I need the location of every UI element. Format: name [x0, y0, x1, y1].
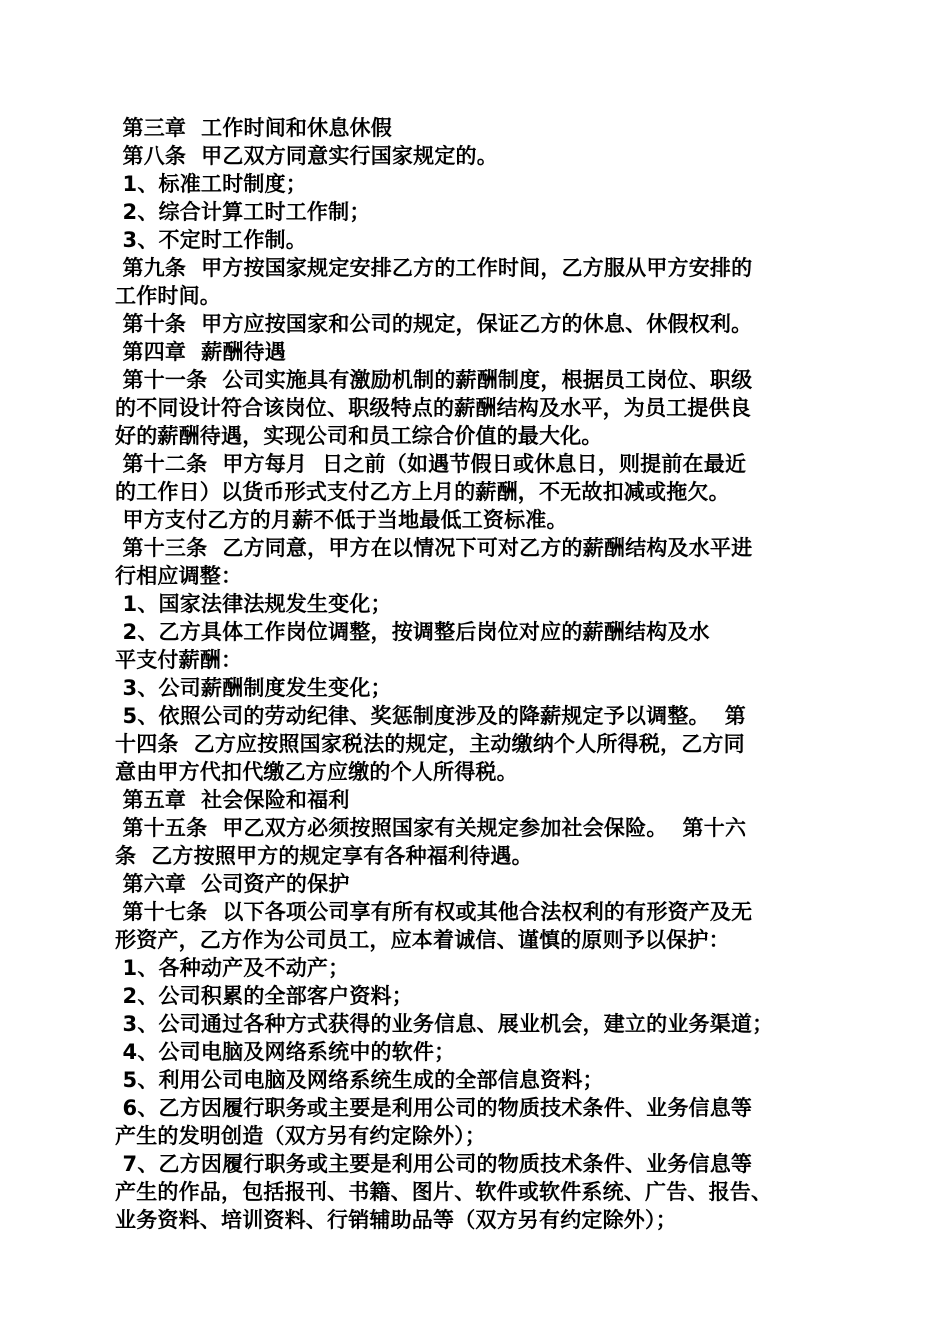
article-13-item-2-line-1: 2、乙方具体工作岗位调整，按调整后岗位对应的薪酬结构及水	[115, 620, 710, 644]
article-9-line-1: 第九条 甲方按国家规定安排乙方的工作时间，乙方服从甲方安排的	[115, 256, 753, 280]
article-17-item-7-line-2: 产生的作品，包括报刊、书籍、图片、软件或软件系统、广告、报告、	[115, 1180, 773, 1204]
article-13-item-5: 5、依照公司的劳动纪律、奖惩制度涉及的降薪规定予以调整。 第	[115, 704, 746, 728]
article-13-line-1: 第十三条 乙方同意，甲方在以情况下可对乙方的薪酬结构及水平进	[115, 536, 753, 560]
article-17-item-2: 2、公司积累的全部客户资料；	[115, 984, 413, 1008]
article-11-line-1: 第十一条 公司实施具有激励机制的薪酬制度，根据员工岗位、职级	[115, 368, 753, 392]
article-8-item-2: 2、综合计算工时工作制；	[115, 200, 371, 224]
article-17-line-1: 第十七条 以下各项公司享有所有权或其他合法权利的有形资产及无	[115, 900, 753, 924]
article-15-16-line-1: 第十五条 甲乙双方必须按照国家有关规定参加社会保险。 第十六	[115, 816, 747, 840]
article-14-line-2: 意由甲方代扣代缴乙方应缴的个人所得税。	[115, 760, 518, 784]
article-12-line-1: 第十二条 甲方每月 日之前（如遇节假日或休息日，则提前在最近	[115, 452, 747, 476]
article-13-item-1: 1、国家法律法规发生变化；	[115, 592, 392, 616]
article-8-item-3: 3、不定时工作制。	[115, 228, 307, 252]
article-17-item-6-line-1: 6、乙方因履行职务或主要是利用公司的物质技术条件、业务信息等	[115, 1096, 753, 1120]
article-17-item-7-line-1: 7、乙方因履行职务或主要是利用公司的物质技术条件、业务信息等	[115, 1152, 753, 1176]
article-17-item-7-line-3: 业务资料、培训资料、行销辅助品等（双方另有约定除外）；	[115, 1208, 677, 1232]
article-16-line-2: 条 乙方按照甲方的规定享有各种福利待遇。	[115, 844, 533, 868]
article-13-item-3: 3、公司薪酬制度发生变化；	[115, 676, 392, 700]
article-8: 第八条 甲乙双方同意实行国家规定的。	[115, 144, 498, 168]
chapter-3-heading: 第三章 工作时间和休息休假	[115, 116, 392, 140]
article-17-item-5: 5、利用公司电脑及网络系统生成的全部信息资料；	[115, 1068, 604, 1092]
chapter-5-heading: 第五章 社会保险和福利	[115, 788, 350, 812]
article-17-item-6-line-2: 产生的发明创造（双方另有约定除外）；	[115, 1124, 487, 1148]
article-9-line-2: 工作时间。	[115, 284, 221, 308]
article-17-item-3: 3、公司通过各种方式获得的业务信息、展业机会，建立的业务渠道；	[115, 1012, 774, 1036]
article-10: 第十条 甲方应按国家和公司的规定，保证乙方的休息、休假权利。	[115, 312, 753, 336]
article-12-line-2: 的工作日）以货币形式支付乙方上月的薪酬，不无故扣减或拖欠。	[115, 480, 730, 504]
article-13-line-2: 行相应调整：	[115, 564, 243, 588]
article-17-item-1: 1、各种动产及不动产；	[115, 956, 350, 980]
chapter-4-heading: 第四章 薪酬待遇	[115, 340, 286, 364]
article-17-line-2: 形资产，乙方作为公司员工，应本着诚信、谨慎的原则予以保护：	[115, 928, 730, 952]
article-13-item-2-line-2: 平支付薪酬：	[115, 648, 243, 672]
article-11-line-3: 好的薪酬待遇，实现公司和员工综合价值的最大化。	[115, 424, 603, 448]
article-17-item-4: 4、公司电脑及网络系统中的软件；	[115, 1040, 456, 1064]
chapter-6-heading: 第六章 公司资产的保护	[115, 872, 350, 896]
document-body	[115, 114, 855, 1234]
article-8-item-1: 1、标准工时制度；	[115, 172, 307, 196]
article-11-line-2: 的不同设计符合该岗位、职级特点的薪酬结构及水平，为员工提供良	[115, 396, 751, 420]
article-12-line-3: 甲方支付乙方的月薪不低于当地最低工资标准。	[115, 508, 568, 532]
article-14-line-1: 十四条 乙方应按照国家税法的规定，主动缴纳个人所得税，乙方同	[115, 732, 745, 756]
